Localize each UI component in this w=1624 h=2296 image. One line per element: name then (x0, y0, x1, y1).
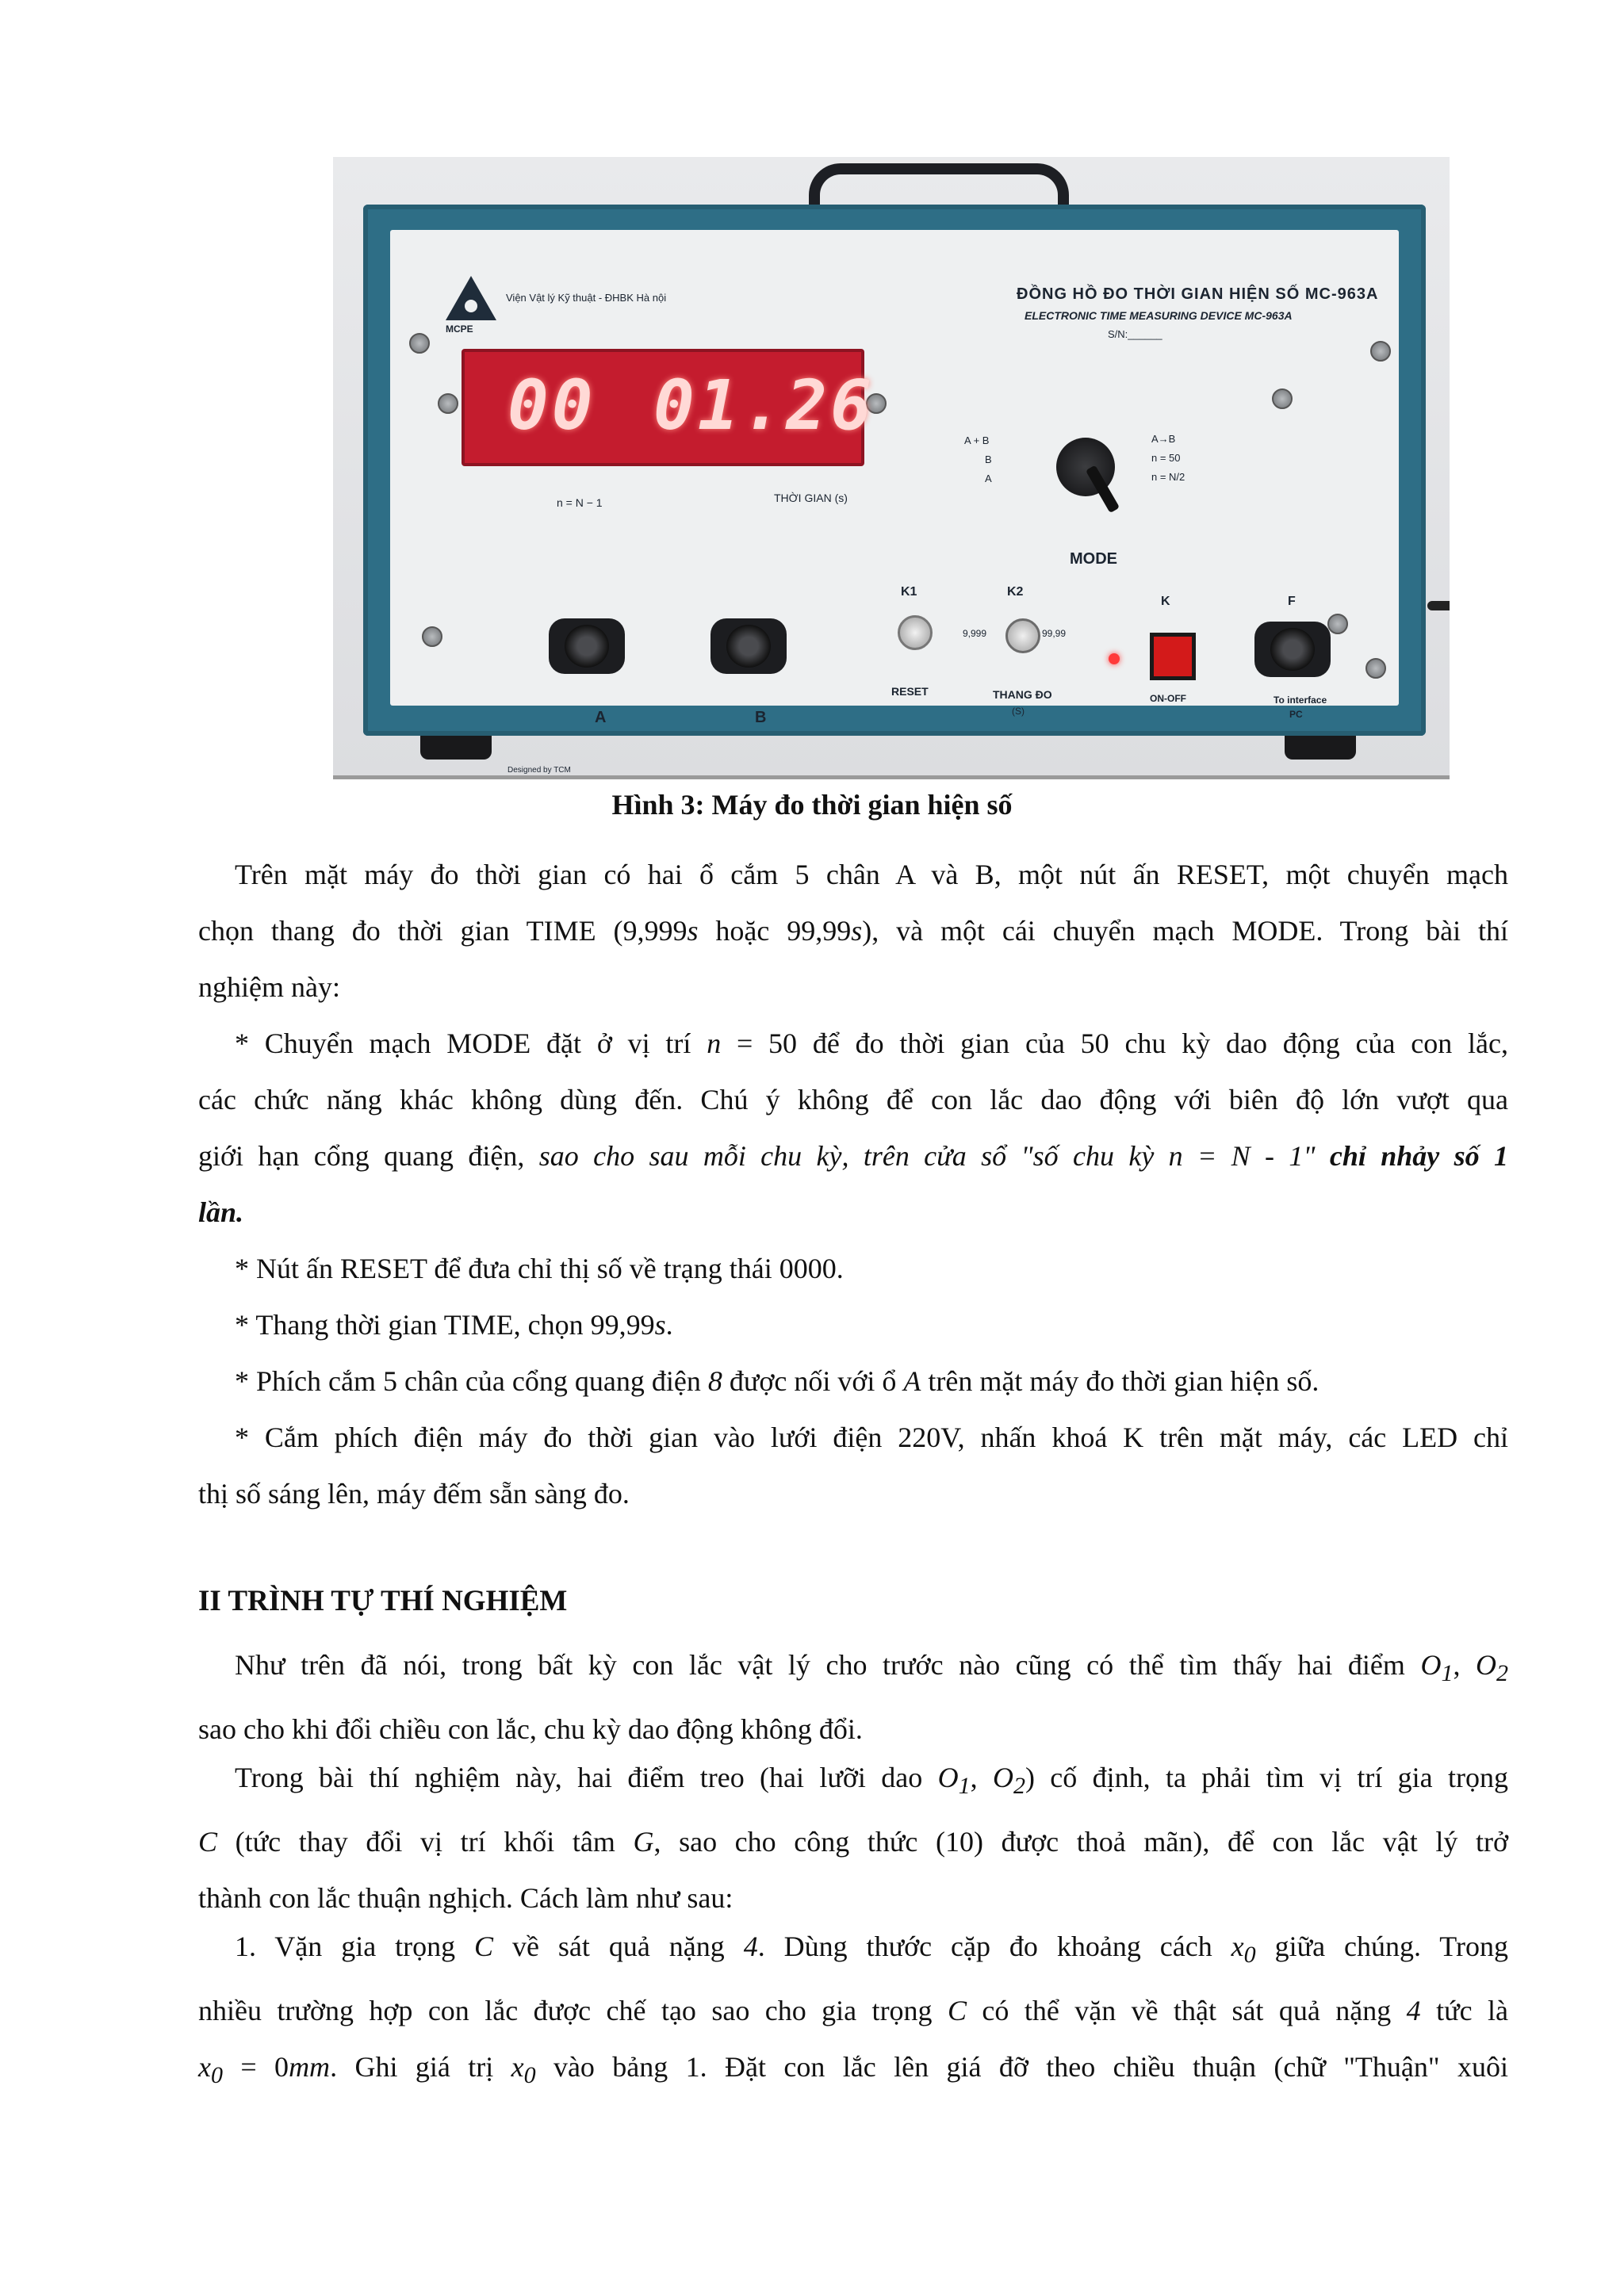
f-label: F (1288, 595, 1296, 608)
paragraph-power (198, 1410, 1508, 1522)
screw-icon (1365, 658, 1386, 679)
institute-logo-icon (446, 276, 496, 320)
on-off-label: ON-OFF (1150, 693, 1186, 704)
logo-dot (465, 300, 477, 312)
paragraph-mode-switch (198, 1016, 1508, 1241)
range-unit: (S) (1012, 706, 1025, 717)
paragraph-step-1 (198, 1919, 1508, 2103)
device-subtitle: ELECTRONIC TIME MEASURING DEVICE MC-963A (1025, 309, 1293, 322)
text-line: nghiệm này: (198, 971, 340, 1003)
text-line: giới hạn cổng quang điện, sao cho sau mỗi chu kỳ, trên cửa sổ "số chu kỳ n = N - 1" chỉ nhảy số 1 (198, 1140, 1508, 1172)
reset-label: RESET (891, 685, 929, 698)
paragraph-reset (198, 1241, 1508, 1297)
institute-name: Viện Vật lý Kỹ thuật - ĐHBK Hà nội (506, 292, 667, 304)
mode-label-a-plus-b: A + B (964, 434, 990, 446)
text-line: thị số sáng lên, máy đếm sẵn sàng đo. (198, 1478, 630, 1510)
power-switch-icon (1150, 633, 1196, 680)
text-line: * Cắm phích điện máy đo thời gian vào lưới điện 220V, nhấn khoá K trên mặt máy, các LED chỉ (235, 1422, 1508, 1453)
reset-button-icon (898, 615, 933, 650)
text-line: lần. (198, 1196, 244, 1228)
paragraph-plug (198, 1353, 1508, 1410)
range-low-label: 9,999 (963, 628, 987, 639)
text-line: 1. Vặn gia trọng C về sát quả nặng 4. Dùng thước cặp đo khoảng cách $x_0$ giữa chúng. Trong (235, 1931, 1508, 1969)
text-line: chọn thang đo thời gian TIME (9,999s hoặc 99,99s), và một cái chuyển mạch MODE. Trong bài thí (198, 915, 1508, 947)
figure-caption: Hình 3: Máy đo thời gian hiện số (611, 789, 1013, 821)
device-photo (333, 157, 1450, 777)
text-line: nhiều trường hợp con lắc được chế tạo sao cho gia trọng C có thể vặn về thật sát quả nặng 4 tức là (198, 1995, 1508, 2027)
socket-b (710, 618, 787, 674)
mode-label-a-to-b: A→B (1151, 433, 1176, 445)
k2-label: K2 (1007, 585, 1024, 599)
k1-label: K1 (901, 585, 917, 599)
led-display (462, 349, 875, 466)
logo-text: MCPE (446, 323, 473, 335)
socket-f (1254, 622, 1331, 677)
range-toggle-icon (1005, 618, 1040, 653)
mode-label-n-half: n = N/2 (1151, 471, 1185, 483)
screw-icon (409, 333, 430, 354)
screw-icon (422, 626, 442, 647)
device-case (363, 205, 1426, 775)
paragraph-fixed-points (198, 1750, 1508, 1927)
power-cable (1427, 601, 1450, 610)
front-panel (390, 230, 1399, 775)
text-line: thành con lắc thuận nghịch. Cách làm như sau: (198, 1882, 733, 1915)
range-title: THANG ĐO (993, 688, 1052, 701)
device-title: ĐỒNG HỒ ĐO THỜI GIAN HIỆN SỐ MC-963A (1017, 285, 1379, 303)
interface-label: To interface (1274, 695, 1327, 706)
text-line: * Thang thời gian TIME, chọn 99,99s. (235, 1309, 673, 1341)
screw-icon (1370, 341, 1391, 362)
counter-readout: 00 (508, 366, 596, 446)
screw-icon (1272, 388, 1293, 409)
text-line: $x_0 = 0mm$. Ghi giá trị $x_0$ vào bảng 1. Đặt con lắc lên giá đỡ theo chiều thuận (chữ "Thuận" xuôi (198, 2051, 1508, 2089)
text-line: * Nút ấn RESET để đưa chỉ thị số về trạng thái 0000. (235, 1253, 844, 1284)
mode-label-n50: n = 50 (1151, 452, 1181, 464)
socket-b-label: B (755, 709, 767, 726)
text-line: Trên mặt máy đo thời gian có hai ổ cắm 5 chân A và B, một nút ấn RESET, một chuyển mạch (235, 859, 1508, 890)
power-led-icon (1109, 653, 1120, 664)
time-readout: 01.26 (653, 366, 875, 446)
interface-pc-label: PC (1289, 709, 1303, 720)
socket-a (549, 618, 625, 674)
figure-bottom-rule (333, 775, 1450, 779)
designer-label: Designed by TCM (508, 766, 571, 775)
text-line: sao cho khi đổi chiều con lắc, chu kỳ dao động không đổi. (198, 1713, 863, 1746)
time-label: THỜI GIAN (s) (774, 492, 848, 504)
k-label: K (1161, 595, 1170, 608)
screw-icon (438, 393, 458, 414)
counter-label: n = N − 1 (557, 496, 603, 509)
mode-label-b: B (985, 453, 992, 465)
paragraph-device-panel (198, 847, 1508, 1016)
section-heading: II TRÌNH TỰ THÍ NGHIỆM (198, 1585, 568, 1617)
mode-title: MODE (1070, 550, 1117, 568)
paragraph-reversible-points (198, 1637, 1508, 1758)
mode-label-a: A (985, 473, 992, 484)
text-line: C (tức thay đổi vị trí khối tâm G, sao cho công thức (10) được thoả mãn), để con lắc vật lý trở (198, 1826, 1508, 1858)
text-line: Trong bài thí nghiệm này, hai điểm treo (hai lưỡi dao $O_1$, $O_2$) cố định, ta phải tìm vị trí gia trọng (235, 1762, 1508, 1800)
range-high-label: 99,99 (1042, 628, 1067, 639)
paragraph-time-range (198, 1297, 1508, 1353)
screw-icon (1327, 614, 1348, 634)
socket-a-label: A (595, 709, 607, 726)
text-line: các chức năng khác không dùng đến. Chú ý không để con lắc dao động với biên độ lớn vượt qua (198, 1084, 1508, 1115)
text-line: * Chuyển mạch MODE đặt ở vị trí n = 50 để đo thời gian của 50 chu kỳ dao động của con lắc, (235, 1027, 1508, 1059)
serial-number: S/N:______ (1108, 328, 1162, 340)
text-line: Như trên đã nói, trong bất kỳ con lắc vật lý cho trước nào cũng có thể tìm thấy hai điểm $O_1$, $O_2$ (235, 1649, 1508, 1687)
text-line: * Phích cắm 5 chân của cổng quang điện 8 được nối với ổ A trên mặt máy đo thời gian hiện số. (235, 1365, 1320, 1397)
